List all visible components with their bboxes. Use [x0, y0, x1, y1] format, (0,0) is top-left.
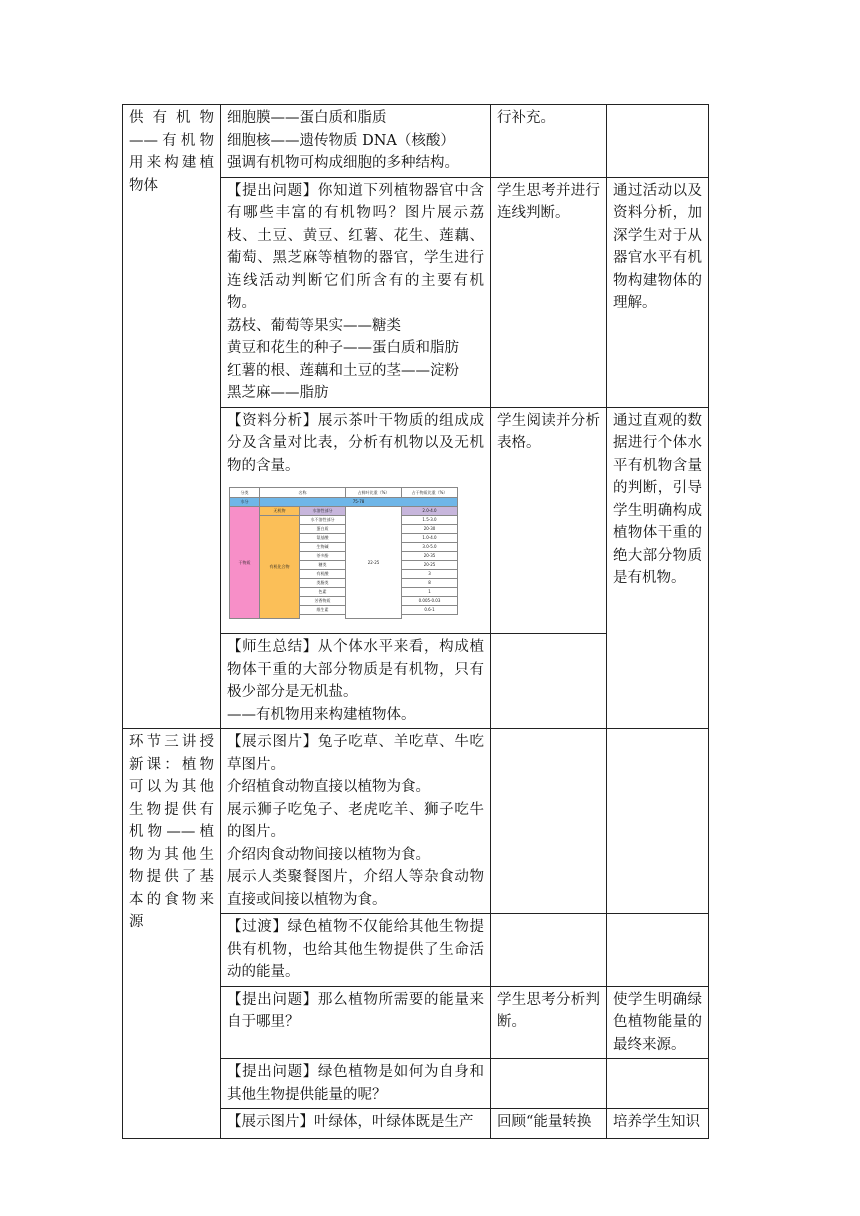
- cell: 维生素: [300, 606, 346, 615]
- activity-text: 【提出问题】你知道下列植物器官中含有哪些丰富的有机物吗？图片展示荔枝、土豆、黄豆、红薯、花生、莲藕、葡萄、黑芝麻等植物的器官，学生进行连线活动判断它们所含有的主要有机物。: [227, 182, 484, 311]
- text-line: 展示狮子吃兔子、老虎吃羊、狮子吃牛的图片。: [227, 801, 484, 840]
- organic-label: 有机化合物: [260, 516, 300, 619]
- student-cell: [491, 634, 607, 729]
- table-row: [123, 729, 709, 914]
- header-cell: 分类: [230, 488, 260, 498]
- activity-cell: [221, 914, 491, 987]
- student-cell: [491, 986, 607, 1059]
- text-line: 介绍植食动物直接以植物为食。: [227, 779, 430, 795]
- text-line: 展示人类聚餐图片，介绍人等杂食动物直接或间接以植物为食。: [227, 869, 484, 908]
- purpose-cell: [607, 986, 709, 1059]
- purpose-text: 培养学生知识: [613, 1114, 700, 1130]
- cell: 水溶性部分: [300, 507, 346, 516]
- cell: 3: [402, 570, 458, 579]
- cell: 1: [402, 588, 458, 597]
- cell: 有机酸: [300, 570, 346, 579]
- purpose-text: 通过直观的数据进行个体水平有机物含量的判断，引导学生明确构成植物体干重的绝大部分物质是有机物。: [613, 412, 702, 586]
- tea-composition-table: [229, 487, 458, 619]
- cell: 蛋白质: [300, 525, 346, 534]
- cell: 生物碱: [300, 543, 346, 552]
- header-cell: 名称: [260, 488, 346, 498]
- student-text: 行补充。: [497, 110, 555, 126]
- text-line: 【展示图片】兔子吃草、羊吃草、牛吃草图片。: [227, 734, 484, 773]
- purpose-text: 通过活动以及资料分析，加深学生对于从器官水平有机物构建物体的理解。: [613, 182, 702, 311]
- cell: 芳香物质: [300, 597, 346, 606]
- student-cell: [491, 105, 607, 178]
- text-line: 细胞膜——蛋白质和脂质: [227, 110, 387, 126]
- water-value: 75-78: [260, 498, 458, 507]
- activity-text: 【师生总结】从个体水平来看，构成植物体干重的大部分物质是有机物，只有极少部分是无机盐。: [227, 639, 484, 700]
- header-cell: 占鲜叶比重（%）: [346, 488, 402, 498]
- activity-text: 【过渡】绿色植物不仅能给其他生物提供有机物，也给其他生物提供了生命活动的能量。: [227, 919, 484, 980]
- activity-cell: [221, 986, 491, 1059]
- activity-cell: [221, 634, 491, 729]
- table-row: [123, 105, 709, 178]
- cell: 20-30: [402, 525, 458, 534]
- text-line: 荔枝、葡萄等果实——糖类: [227, 317, 401, 334]
- text-line: 黄豆和花生的种子——蛋白质和脂肪: [227, 340, 459, 356]
- cell: 0.6-1: [402, 606, 458, 615]
- activity-cell: [221, 407, 491, 634]
- table-row: [230, 498, 458, 507]
- table-row: [230, 488, 458, 498]
- cell: 20-25: [402, 561, 458, 570]
- purpose-cell: [607, 1109, 709, 1139]
- cell: 水不溶性部分: [300, 516, 346, 525]
- section-title: 环节三讲授新课：植物可以为其他生物提供有机物——植物为其他生物提供了基本的食物来源: [129, 734, 214, 930]
- text-line: 黑芝麻——脂肪: [227, 385, 329, 401]
- purpose-cell: [607, 177, 709, 407]
- inorganic-label: 无机物: [260, 507, 300, 516]
- cell: 1.0-4.0: [402, 534, 458, 543]
- activity-text: 【资料分析】展示茶叶干物质的组成成分及含量对比表，分析有机物以及无机物的含量。: [227, 412, 484, 474]
- spacer: [300, 615, 402, 619]
- cell: 色素: [300, 588, 346, 597]
- purpose-cell: [607, 729, 709, 914]
- section-cell: [123, 729, 221, 1139]
- student-cell: [491, 1109, 607, 1139]
- header-cell: 占干物质比重（%）: [402, 488, 458, 498]
- dry-matter-label: 干物质: [230, 507, 260, 619]
- student-text: 回顾“能量转换: [497, 1114, 592, 1130]
- water-label: 水分: [230, 498, 260, 507]
- purpose-text: 使学生明确绿色植物能量的最终来源。: [613, 991, 702, 1053]
- cell: 1.5-3.0: [402, 516, 458, 525]
- text-line: 介绍肉食动物间接以植物为食。: [227, 846, 430, 863]
- cell: 20-35: [402, 552, 458, 561]
- section-cell: [123, 105, 221, 729]
- activity-cell: [221, 105, 491, 178]
- cell: 0.005-0.03: [402, 597, 458, 606]
- activity-text: 【提出问题】绿色植物是如何为自身和其他生物提供能量的呢？: [227, 1064, 484, 1103]
- activity-cell: [221, 177, 491, 407]
- activity-cell: [221, 729, 491, 914]
- tea-composition-table-image: [229, 487, 459, 625]
- table-row: [230, 516, 458, 525]
- lesson-plan-table: [122, 104, 709, 1139]
- cell: 3.0-5.0: [402, 543, 458, 552]
- text-line: 强调有机物可构成细胞的多种结构。: [227, 155, 459, 171]
- purpose-cell: [607, 105, 709, 178]
- student-cell: [491, 177, 607, 407]
- text-line: ——有机物用来构建植物体。: [227, 706, 416, 723]
- activity-cell: [221, 1059, 491, 1109]
- text-line: 细胞核——遗传物质 DNA（核酸）: [227, 132, 455, 149]
- section-title: 供有机物——有机物用来构建植物体: [129, 110, 214, 194]
- student-cell: [491, 407, 607, 634]
- student-cell: [491, 729, 607, 914]
- purpose-cell: [607, 407, 709, 729]
- cell: 茶多酚: [300, 552, 346, 561]
- student-cell: [491, 914, 607, 987]
- cell: 类脂类: [300, 579, 346, 588]
- activity-text: 【展示图片】叶绿体，叶绿体既是生产: [227, 1114, 474, 1130]
- student-text: 学生思考并进行连线判断。: [497, 182, 600, 221]
- student-cell: [491, 1059, 607, 1109]
- student-text: 学生阅读并分析表格。: [497, 412, 600, 451]
- cell: 氨基酸: [300, 534, 346, 543]
- purpose-cell: [607, 914, 709, 987]
- cell: 8: [402, 579, 458, 588]
- table-row: [230, 507, 458, 516]
- text-line: 红薯的根、莲藕和土豆的茎——淀粉: [227, 362, 459, 379]
- cell: 糖类: [300, 561, 346, 570]
- activity-text: 【提出问题】那么植物所需要的能量来自于哪里？: [227, 991, 484, 1030]
- cell: 2.0-4.0: [402, 507, 458, 516]
- purpose-cell: [607, 1059, 709, 1109]
- fresh-percent: 22-25: [346, 507, 402, 619]
- student-text: 学生思考分析判断。: [497, 991, 600, 1030]
- activity-cell: [221, 1109, 491, 1139]
